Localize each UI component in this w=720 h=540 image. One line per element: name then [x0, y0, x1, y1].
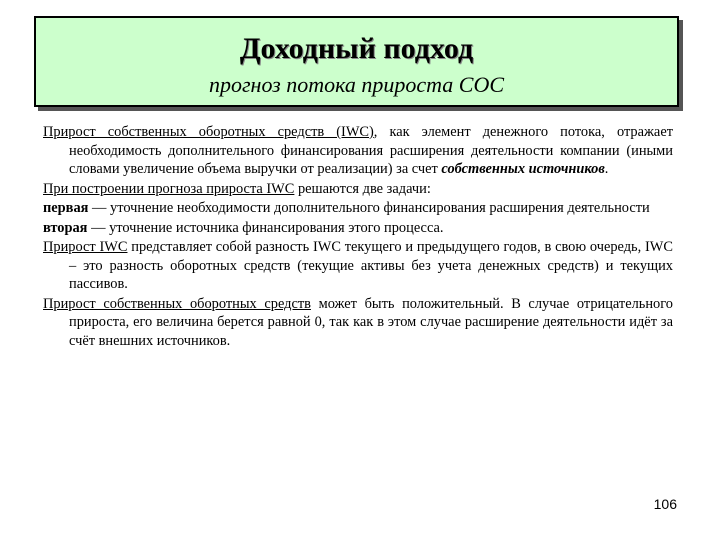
second-task-text: — уточнение источника финансирования этого процесса. [87, 219, 444, 236]
own-sources-emphasis: собственных источников [441, 161, 605, 177]
slide-subtitle: прогноз потока прироста СОС [208, 72, 505, 97]
paragraph-iwc-difference [43, 238, 673, 294]
forecast-term: При построении прогноза прироста IWC [43, 180, 295, 197]
second-label: вторая [43, 219, 88, 236]
paragraph-iwc-definition [43, 123, 673, 179]
paragraph-second-task [43, 219, 673, 238]
tasks-text: решаются две задачи: [294, 180, 431, 197]
first-label: первая [43, 200, 89, 216]
slide-body [43, 123, 673, 351]
iwc-difference-text: представляет собой разность IWC текущего и предыдущего годов, в свою очередь, IWC – это разность оборотных средств (текущие активы без учета денежных средств) и текущих пассивов. [69, 239, 673, 292]
page-number: 106 [653, 496, 677, 512]
paragraph-tasks [43, 180, 673, 199]
iwc-term: Прирост собственных оборотных средств (IWC) [43, 124, 374, 140]
title-box [34, 16, 679, 107]
iwc-definition-text: , как элемент денежного потока, отражает необходимость дополнительного финансирования расширения деятельности компании (иными словами увеличение объема выручки от реализации) за счет [69, 124, 673, 177]
iwc-growth-term: Прирост IWC [43, 239, 128, 255]
first-task-text: — уточнение необходимости дополнительного финансирования расширения деятельности [88, 200, 650, 216]
iwc-definition-end: . [604, 161, 609, 177]
paragraph-iwc-sign [43, 295, 673, 351]
paragraph-first-task [43, 199, 673, 218]
own-capital-growth-term: Прирост собственных оборотных средств [43, 295, 311, 312]
slide-title: Доходный подход [239, 32, 474, 65]
iwc-sign-text: может быть положительный. В случае отрицательного прироста, его величина берется равной 0, так как в этом случае расширение деятельности идёт за счёт внешних источников. [69, 295, 673, 349]
